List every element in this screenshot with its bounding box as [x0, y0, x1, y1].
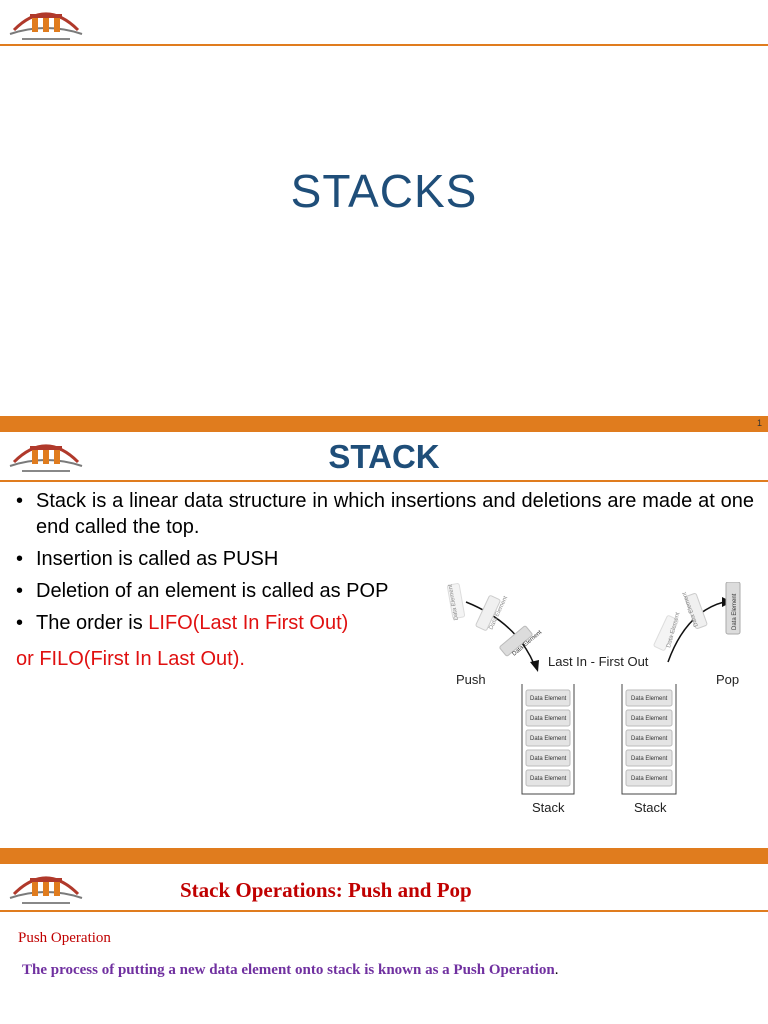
stack-label-right: Stack: [634, 800, 667, 815]
slide-divider: [0, 848, 768, 864]
definition-period: .: [554, 962, 559, 978]
slide-2: [0, 432, 768, 848]
push-label: Push: [456, 672, 486, 687]
element-label-ghost: Data Element: [447, 583, 460, 621]
header-rule: [0, 44, 768, 46]
stack-label-left: Stack: [532, 800, 565, 815]
bullet-text: Insertion is called as PUSH: [36, 548, 279, 570]
bullet-item: [14, 488, 754, 540]
stack-element: Data Element: [631, 716, 668, 722]
order-filo: or FILO(First In Last Out).: [16, 648, 245, 670]
slide-title: STACK: [328, 438, 440, 475]
stack-element: Data Element: [631, 736, 668, 742]
bullet-marker: •: [16, 612, 24, 634]
push-arrowhead: [530, 660, 539, 672]
stack-element: Data Element: [530, 696, 567, 702]
page-number: 1: [756, 418, 762, 428]
stack-diagram: [446, 582, 766, 822]
header-rule: [0, 480, 768, 482]
bullet-text: Deletion of an element is called as POP: [36, 580, 389, 602]
element-label-ghost: Data Element: [666, 611, 682, 649]
element-label-moving: Data Element: [511, 629, 544, 658]
stack-element: Data Element: [631, 776, 668, 782]
order-prefix: The order is: [36, 612, 149, 634]
push-operation-heading: Push Operation: [18, 930, 111, 946]
slide-title: STACKS: [290, 165, 478, 217]
element-label-ghost: Data Element: [681, 591, 700, 628]
bullet-text: Stack is a linear data structure in which insertions and deletions are made at one end called the top.: [36, 490, 754, 538]
bullet-item: [14, 546, 754, 572]
bullet-marker: •: [16, 580, 24, 602]
stack-element: Data Element: [530, 736, 567, 742]
push-operation-definition: [22, 962, 558, 979]
element-label-popped: Data Element: [732, 593, 738, 630]
slide-1: [0, 0, 768, 416]
slide-3: [0, 864, 768, 1024]
stack-element: Data Element: [530, 716, 567, 722]
diagram-caption: Last In - First Out: [548, 654, 649, 669]
stack-element: Data Element: [631, 756, 668, 762]
header-rule: [0, 910, 768, 912]
definition-text: The process of putting a new data element onto stack is known as a Push Operation: [22, 962, 555, 978]
bullet-marker: •: [16, 490, 24, 512]
stack-element: Data Element: [631, 696, 668, 702]
element-label-ghost: Data Element: [488, 595, 510, 631]
bullet-marker: •: [16, 548, 24, 570]
slide-title: Stack Operations: Push and Pop: [180, 878, 472, 902]
slide-divider: [0, 416, 768, 432]
stack-element: Data Element: [530, 776, 567, 782]
institution-logo-icon: [8, 4, 84, 44]
pop-label: Pop: [716, 672, 740, 687]
order-lifo: LIFO(Last In First Out): [148, 612, 349, 634]
stack-element: Data Element: [530, 756, 567, 762]
